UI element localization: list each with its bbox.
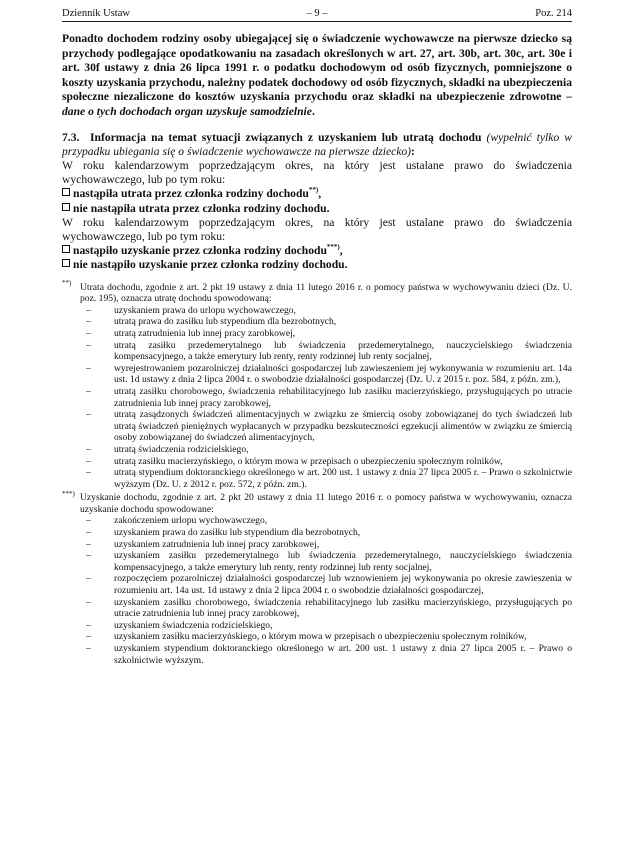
- list-item-text: utratą stypendium doktoranckiego określonego w art. 200 ust. 1 ustawy z dnia 27 lipca 2005 r. – Prawo o szkolnictwie wyższym (Dz. U. z 2012 r. poz. 572, z późn. zm.).: [114, 467, 572, 490]
- list-item-text: uzyskaniem zasiłku przedemerytalnego lub świadczenia przedemerytalnego, nauczycielskiego świadczenia kompensacyjnego, a także emerytury lub renty, renty rodzinnej lub renty socjalnej,: [114, 550, 572, 573]
- option-gain-yes[interactable]: [62, 244, 572, 258]
- list-item: [86, 305, 572, 317]
- document-page: [62, 8, 572, 666]
- section-heading: [62, 131, 572, 159]
- list-item: [86, 597, 572, 620]
- dash: –: [86, 527, 91, 539]
- page-number: – 9 –: [306, 8, 328, 19]
- list-item: [86, 643, 572, 666]
- dash: –: [86, 596, 91, 608]
- list-item-text: uzyskaniem stypendium doktoranckiego określonego w art. 200 ust. 1 ustawy z dnia 27 lipca 2005 r. – Prawo o szkolnictwie wyższym.: [114, 643, 572, 666]
- dash: –: [86, 550, 91, 562]
- checkbox-icon[interactable]: [62, 259, 70, 267]
- list-item-text: uzyskaniem świadczenia rodzicielskiego,: [114, 619, 273, 631]
- income-italic-note: dane o tych dochodach organ uzyskuje samodzielnie: [62, 104, 312, 118]
- income-paragraph: [62, 32, 572, 120]
- list-item: [86, 515, 572, 527]
- section-title: Informacja na temat sytuacji związanych z uzyskaniem lub utratą dochodu: [90, 130, 482, 144]
- footnote-list: [62, 515, 572, 666]
- list-item: [86, 409, 572, 444]
- footnote-gain: [62, 492, 572, 666]
- list-item-text: zakończeniem urlopu wychowawczego,: [114, 515, 268, 527]
- dash: –: [86, 327, 91, 339]
- option-loss-yes[interactable]: [62, 187, 572, 201]
- list-item: [86, 539, 572, 551]
- list-item-text: utratą zatrudnienia lub innej pracy zarobkowej,: [114, 327, 296, 339]
- section-note-end: :: [411, 144, 415, 158]
- footnote-loss: [62, 279, 572, 491]
- page-header: [62, 8, 572, 22]
- list-item-text: rozpoczęciem pozarolniczej działalności gospodarczej lub wznowieniem jej wykonywania po okresie zawieszenia w rozumieniu art. 14a ust. 1d ustawy z dnia 2 lipca 2004 r. o swobodzie działalności gospodarczej,: [114, 573, 572, 597]
- list-item-text: utratą zasądzonych świadczeń alimentacyjnych w związku ze śmiercią osoby zobowiązanej do tych świadczeń lub utratą świadczeń pieniężnych wypłacanych w przypadku bezskuteczności egzekucji alimentów w związku ze śmiercią osoby zobowiązanej do świadczeń alimentacyjnych,: [114, 409, 572, 444]
- section-7-3: [62, 131, 572, 273]
- list-item: [86, 631, 572, 643]
- position-number: Poz. 214: [535, 8, 572, 19]
- list-item-text: utratą zasiłku przedemerytalnego lub świadczenia przedemerytalnego, nauczycielskiego świadczenia kompensacyjnego, a także emerytury lub renty, renty rodzinnej lub renty socjalnej,: [114, 339, 572, 363]
- list-item: [86, 550, 572, 573]
- dash: –: [86, 538, 91, 550]
- footnote-head: **) Utrata dochodu, zgodnie z art. 2 pkt 19 ustawy z dnia 11 lutego 2016 r. o pomocy państwa w wychowywaniu dzieci (Dz. U. poz. 195), oznacza utratę dochodu spowodowaną:: [62, 279, 572, 305]
- list-item-text: uzyskaniem zasiłku chorobowego, świadczenia rehabilitacyjnego lub zasiłku macierzyńskiego, przysługujących po utracie zatrudnienia lub innej pracy zarobkowej,: [114, 596, 572, 620]
- list-item: [86, 386, 572, 409]
- list-item: [86, 340, 572, 363]
- list-item-text: utratą zasiłku chorobowego, świadczenia rehabilitacyjnego lub zasiłku macierzyńskiego, przysługujących po utracie zatrudnienia lub innej pracy zarobkowej,: [114, 385, 572, 409]
- dash: –: [86, 643, 91, 654]
- journal-name: Dziennik Ustaw: [62, 8, 130, 19]
- dash: –: [86, 443, 91, 455]
- footnote-ref: **): [308, 186, 319, 195]
- list-item: [86, 573, 572, 596]
- dash: –: [86, 619, 91, 631]
- option-label: nie nastąpiło uzyskanie przez członka rodziny dochodu.: [73, 258, 348, 272]
- list-item: [86, 527, 572, 539]
- list-item: [86, 620, 572, 632]
- option-gain-no[interactable]: [62, 258, 572, 272]
- list-item-text: utratą świadczenia rodzicielskiego,: [114, 443, 249, 455]
- checkbox-icon[interactable]: [62, 188, 70, 196]
- section-note: (wypełnić tylko w przypadku ubiegania się o świadczenie wychowawcze na pierwsze dziecko): [62, 130, 572, 158]
- footnote-head-text: Utrata dochodu, zgodnie z art. 2 pkt 19 ustawy z dnia 11 lutego 2016 r. o pomocy państwa w wychowywaniu dzieci (Dz. U. poz. 195), oznacza utratę dochodu spowodowaną:: [80, 281, 572, 305]
- footnote-head-text: Uzyskanie dochodu, zgodnie z art. 2 pkt 20 ustawy z dnia 11 lutego 2016 r. o pomocy państwa w wychowywaniu, oznacza uzyskanie dochodu spowodowane:: [80, 492, 572, 515]
- option-label: nie nastąpiła utrata przez członka rodziny dochodu.: [73, 201, 330, 215]
- dash: –: [86, 467, 91, 479]
- dash: –: [86, 385, 91, 397]
- checkbox-icon[interactable]: [62, 245, 70, 253]
- list-item-text: uzyskaniem prawa do urlopu wychowawczego,: [114, 304, 296, 316]
- list-item: [86, 444, 572, 456]
- list-item-text: uzyskaniem prawa do zasiłku lub stypendium dla bezrobotnych,: [114, 527, 361, 539]
- option-end: ,: [339, 244, 343, 258]
- income-text: Ponadto dochodem rodziny osoby ubiegającej się o świadczenie wychowawcze na pierwsze dziecko są przychody podlegające opodatkowaniu na zasadach określonych w art. 27, art. 30b, art. 30c, art. 30e i art. 30f ustawy z dnia 26 lipca 1991 r. o podatku dochodowym od osób fizycznych, pomniejszone o koszty uzyskania przychodu, należny podatek dochodowy od osób fizycznych, składki na ubezpieczenia społeczne niezaliczone do kosztów uzyskania przychodu oraz składki na ubezpieczenie zdrowotne –: [62, 32, 572, 104]
- dash: –: [86, 573, 91, 585]
- income-end: .: [311, 104, 315, 118]
- dash: –: [86, 316, 91, 328]
- list-item: [86, 456, 572, 468]
- section-number: 7.3.: [62, 130, 80, 144]
- dash: –: [86, 339, 91, 351]
- option-loss-no[interactable]: [62, 202, 572, 216]
- option-label: nastąpiła utrata przez członka rodziny dochodu: [73, 187, 309, 201]
- loss-question: W roku kalendarzowym poprzedzającym okres, na który jest ustalane prawo do świadczenia wychowawczego, lub po tym roku:: [62, 158, 572, 187]
- footnote-ref: ***): [326, 243, 340, 252]
- list-item-text: uzyskaniem zatrudnienia lub innej pracy zarobkowej,: [114, 538, 320, 550]
- list-item-text: utratą zasiłku macierzyńskiego, o którym mowa w przepisach o ubezpieczeniu społecznym rolników,: [114, 455, 503, 467]
- list-item-text: wyrejestrowaniem pozarolniczej działalności gospodarczej lub zawieszeniem jej wykonywania w rozumieniu art. 14a ust. 1d ustawy z dnia 2 lipca 2004 r. o swobodzie działalności gospodarczej (Dz. U. z 2015 r. poz. 584, z późn. zm.),: [114, 362, 572, 386]
- dash: –: [86, 409, 91, 421]
- list-item-text: utratą prawa do zasiłku lub stypendium dla bezrobotnych,: [114, 316, 337, 328]
- list-item: [86, 363, 572, 386]
- dash: –: [86, 304, 91, 316]
- gain-question: W roku kalendarzowym poprzedzającym okres, na który jest ustalane prawo do świadczenia wychowawczego, lub po tym roku:: [62, 215, 572, 243]
- checkbox-icon[interactable]: [62, 203, 70, 211]
- footnote-head: ***) Uzyskanie dochodu, zgodnie z art. 2 pkt 20 ustawy z dnia 11 lutego 2016 r. o pomocy państwa w wychowywaniu, oznacza uzyskanie dochodu spowodowane:: [62, 490, 572, 515]
- list-item-text: uzyskaniem zasiłku macierzyńskiego, o którym mowa w przepisach o ubezpieczeniu społecznym rolników,: [114, 631, 527, 643]
- option-end: ,: [318, 187, 322, 201]
- list-item: [86, 328, 572, 340]
- footnote-list: [62, 305, 572, 491]
- dash: –: [86, 362, 91, 374]
- list-item: [86, 467, 572, 490]
- dash: –: [86, 455, 91, 467]
- dash: –: [86, 631, 91, 643]
- option-label: nastąpiło uzyskanie przez członka rodziny dochodu: [73, 244, 327, 258]
- dash: –: [86, 515, 91, 527]
- list-item: [86, 316, 572, 328]
